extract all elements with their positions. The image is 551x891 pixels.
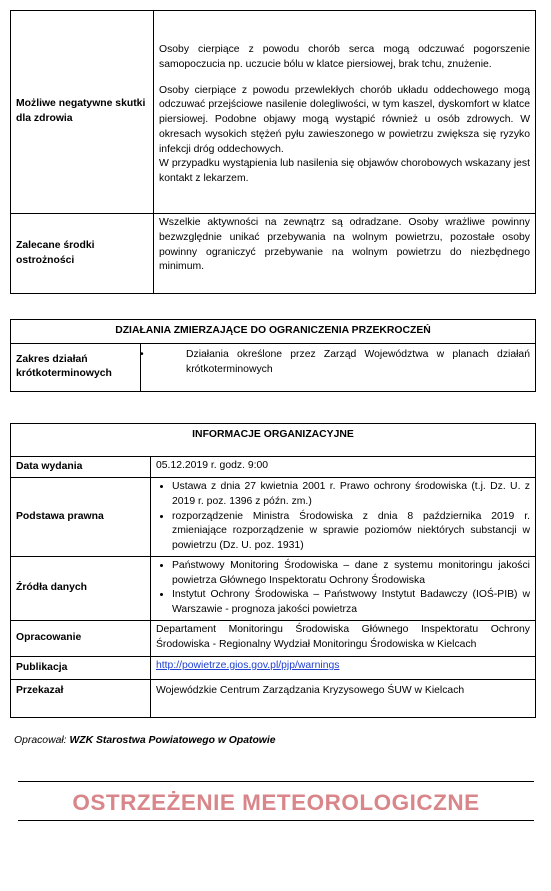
row-label-short-term: Zakres działań krótkoterminowych [11, 343, 141, 391]
table-row [11, 343, 536, 391]
row-label-issue-date: Data wydania [11, 457, 151, 478]
list-item: • rozporządzenie Ministra Środowiska z dnia 8 października 2019 r. zmieniające rozporządzenie w sprawie poziomów niektórych substancji w powietrzu (Dz. U. poz. 1931) [172, 510, 530, 554]
list-item: • Państwowy Monitoring Środowiska – dane z systemu monitoringu jakości powietrza Głównego Inspektoratu Ochrony Środowiska [172, 559, 530, 589]
table-row [11, 457, 536, 478]
row-label-forwarded-by: Przekazał [11, 679, 151, 717]
table-row [11, 620, 536, 656]
table-row [11, 214, 536, 294]
row-label-legal-basis: Podstawa prawna [11, 478, 151, 557]
prepared-by-note [14, 734, 276, 749]
row-label-health-effects: Możliwe negatywne skutki dla zdrowia [11, 11, 154, 214]
data-sources-list [151, 556, 536, 620]
table-row [11, 11, 536, 214]
health-effects-table [10, 10, 536, 294]
precautions-text: Wszelkie aktywności na zewnątrz są odradzane. Osoby wrażliwe powinny bezwzględnie unikać przebywania na wolnym powietrzu, pozostałe osoby powinny ograniczyć przebywanie na wolnym powietrzu do niezbędnego minimum. [154, 214, 536, 294]
warning-title: OSTRZEŻENIE METEOROLOGICZNE [18, 786, 534, 821]
prepared-by-prefix: Opracował: [14, 735, 67, 746]
organizational-info-header: INFORMACJE ORGANIZACYJNE [11, 424, 536, 457]
table-row [11, 320, 536, 344]
divider [18, 781, 534, 782]
row-label-publication: Publikacja [11, 656, 151, 679]
table-row [11, 424, 536, 457]
list-item: • Ustawa z dnia 27 kwietnia 2001 r. Prawo ochrony środowiska (t.j. Dz. U. z 2019 r. poz. 1396 z późn. zm.) [172, 480, 530, 510]
prepared-by-value: Departament Monitoringu Środowiska Głównego Inspektoratu Ochrony Środowiska - Regionalny Wydział Monitoringu Środowiska w Kielcach [151, 620, 536, 656]
forwarded-by-value: Wojewódzkie Centrum Zarządzania Kryzysowego ŚUW w Kielcach [151, 679, 536, 717]
table-row [11, 679, 536, 717]
short-term-actions-text: Działania określone przez Zarząd Województwa w planach działań krótkoterminowych [186, 348, 530, 375]
list-item [140, 348, 530, 378]
actions-table [10, 319, 536, 392]
prepared-by-name: WZK Starostwa Powiatowego w Opatowie [69, 735, 276, 746]
table-row [11, 556, 536, 620]
publication-cell [151, 656, 536, 679]
short-term-actions [141, 343, 536, 391]
row-label-prepared-by: Opracowanie [11, 620, 151, 656]
row-label-precautions: Zalecane środki ostrożności [11, 214, 154, 294]
list-item: • Instytut Ochrony Środowiska – Państwowy Instytut Badawczy (IOŚ-PIB) w Warszawie - prognoza jakości powietrza [172, 588, 530, 618]
health-effects-paragraph: Osoby cierpiące z powodu przewlekłych chorób układu oddechowego mogą odczuwać przejściowe nasilenie dolegliwości, w tym kaszel, dyskomfort w klatce piersiowej. Podobne objawy mogą wystąpić również u osób zdrowych. W okresach wysokich stężeń pyłu zawieszonego w powietrzu zwiększa się ryzyko infekcji dróg oddechowych. [159, 84, 530, 155]
table-row [11, 656, 536, 679]
legal-basis-list [151, 478, 536, 557]
organizational-info-table [10, 423, 536, 718]
actions-header: DZIAŁANIA ZMIERZAJĄCE DO OGRANICZENIA PRZEKROCZEŃ [11, 320, 536, 344]
bullet-icon: • [140, 348, 144, 360]
row-label-data-sources: Źródła danych [11, 556, 151, 620]
health-effects-text [154, 11, 536, 214]
table-row [11, 478, 536, 557]
health-effects-paragraph: Osoby cierpiące z powodu chorób serca mogą odczuwać pogorszenie samopoczucia np. uczucie bólu w klatce piersiowej, brak tchu, znużenie. [159, 44, 530, 70]
issue-date-value: 05.12.2019 r. godz. 9:00 [151, 457, 536, 478]
publication-link[interactable]: http://powietrze.gios.gov.pl/pjp/warnings [156, 659, 340, 671]
health-effects-paragraph: W przypadku wystąpienia lub nasilenia się objawów chorobowych wskazany jest kontakt z lekarzem. [159, 158, 530, 185]
